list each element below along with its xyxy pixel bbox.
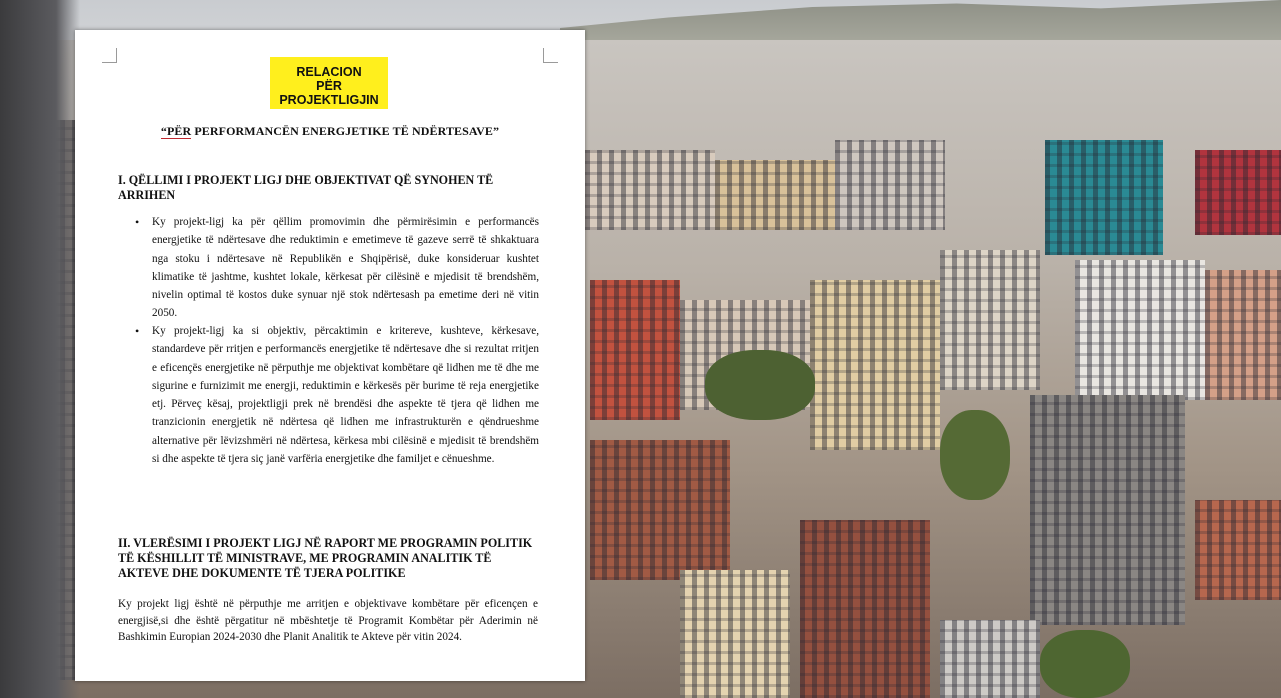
document-subtitle: [75, 124, 585, 139]
left-shadow: [0, 0, 80, 698]
crop-mark-top-left: [102, 48, 117, 63]
building: [590, 280, 680, 420]
list-item: • Ky projekt-ligj ka si objektiv, përcaktimin e kritereve, kushteve, kërkesave, standardeve për rritjen e performancës energjetike të ndërtesave dhe si rezultat rritjen e eficençës energjetike në përputhje me objektivat kombëtare që lidhen me të dhe me sigurine e furnizimit me energji, reduktimin e kërkesës për burime të reja energjetike etj. Përveç kësaj, projektligji prek në brendësi dhe aspekte të tjera që lidhen me tranzicionin energjetik në ndërtesa që lidhen me infrastrukturën e qëndrueshme alternative për lëvizshmëri në ndërtesa, kërkesa mbi cilësinë e mjedisit të brendshëm si dhe aspekte të tjera siç janë varfëria energjetike dhe familjet e cënueshme.: [118, 322, 539, 468]
building: [1075, 260, 1205, 400]
building: [715, 160, 835, 230]
building: [1205, 270, 1281, 400]
evaluation-paragraph: Ky projekt ligj është në përputhje me arritjen e objektivave kombëtare për eficençen e energjisë,si dhe është përgatitur në mbështetje të Programit Kombëtar për Aderimin në Bashkimin Europian 2024-2030 dhe Planit Analitik te Akteve për vitin 2024.: [118, 598, 538, 644]
tree-cluster: [1040, 630, 1130, 698]
building: [1030, 395, 1185, 625]
building: [940, 620, 1040, 698]
objectives-list: [118, 322, 539, 468]
building: [940, 250, 1040, 390]
section-heading-objectives: I. QËLLIMI I PROJEKT LIGJ DHE OBJEKTIVAT QË SYNOHEN TË ARRIHEN: [118, 173, 494, 202]
tree-cluster: [705, 350, 815, 420]
building: [590, 440, 730, 580]
title-line: RELACION: [296, 65, 362, 79]
subtitle-prefix: “PËR: [160, 124, 192, 138]
building: [680, 570, 790, 698]
document-title: [270, 57, 388, 109]
building: [1195, 500, 1281, 600]
building: [1195, 150, 1281, 235]
building: [835, 140, 945, 230]
building: [800, 520, 930, 698]
objectives-list: [118, 213, 539, 323]
title-line: PËR: [316, 79, 342, 93]
subtitle-rest: PERFORMANCËN ENERGJETIKE TË NDËRTESAVE”: [191, 124, 500, 138]
crop-mark-top-right: [543, 48, 558, 63]
building: [810, 280, 940, 450]
building: [585, 150, 715, 230]
building: [1045, 140, 1163, 255]
document-page: [75, 30, 585, 681]
section-heading-evaluation: II. VLERËSIMI I PROJEKT LIGJ NË RAPORT ME PROGRAMIN POLITIK TË KËSHILLIT TË MINISTRAVE, ME PROGRAMIN ANALITIK TË AKTEVE DHE DOKUMENTE TË TJERA POLITIKE: [118, 536, 533, 580]
list-item: • Ky projekt-ligj ka për qëllim promovimin dhe përmirësimin e performancës energjetike të ndërtesave dhe reduktimin e emetimeve të gazeve serrë të shkaktuara nga stoku i ndërtesave në Republikën e Shqipërisë, duke konsideruar kushtet klimatike të jashtme, kushtet lokale, kërkesat për cilësinë e mjedisit të brendshëm, nivelin optimal të kostos duke synuar një stok ndërtesash pa emetime deri në vitin 2050.: [118, 213, 539, 323]
tree-cluster: [940, 410, 1010, 500]
title-line: PROJEKTLIGJIN: [279, 93, 379, 107]
